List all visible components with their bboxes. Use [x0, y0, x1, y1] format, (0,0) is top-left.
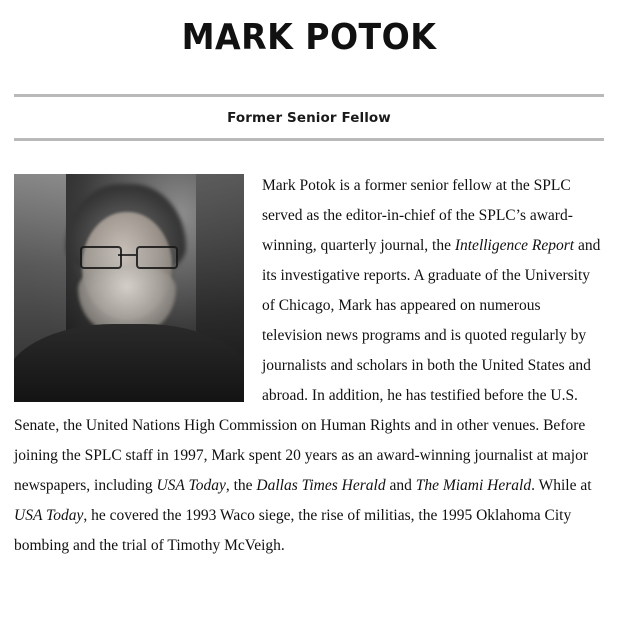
glasses-bridge [118, 254, 136, 256]
bio-italic-run: The Miami Herald [415, 477, 532, 494]
portrait-torso [14, 324, 244, 402]
bio-text-run: , he covered the 1993 Waco siege, the rise of militias, the 1995 Oklahoma City bombing and the trial of Timothy McVeigh. [14, 507, 572, 554]
glasses-left-lens [80, 246, 122, 269]
bio-italic-run: USA Today [156, 477, 226, 494]
profile-page [0, 16, 618, 624]
bio-italic-run: Intelligence Report [454, 237, 575, 254]
page-title: MARK POTOK [181, 17, 437, 58]
bio-text-run: and its investigative reports. A graduate of the University of Chicago, Mark has appeared on numerous television news programs and is quoted regularly by journalists and scholars in both the United States and abroad. In addition, he has testified before the U.S. Senate, the United Nations High Commission on Human Rights and in other venues. Before joining the SPLC staff in 1997, Mark spent 20 years as an award-winning journalist at major newspapers, including [14, 237, 601, 494]
bio-italic-run: Dallas Times Herald [256, 477, 386, 494]
bio-italic-run: USA Today [14, 507, 84, 524]
bio-text-run: , the [225, 477, 257, 494]
bio-section [0, 141, 618, 561]
bio-text-run: and [385, 477, 416, 494]
bio-text-run: Mark Potok is a former senior fellow at the SPLC served as the editor-in-chief of the SPLC’s award-winning, quarterly journal, the [262, 177, 573, 254]
role-subtitle: Former Senior Fellow [227, 110, 391, 126]
glasses-right-lens [136, 246, 178, 269]
portrait-photo [14, 174, 244, 402]
bio-text-run: . While at [531, 477, 592, 494]
glasses-icon [78, 246, 178, 266]
